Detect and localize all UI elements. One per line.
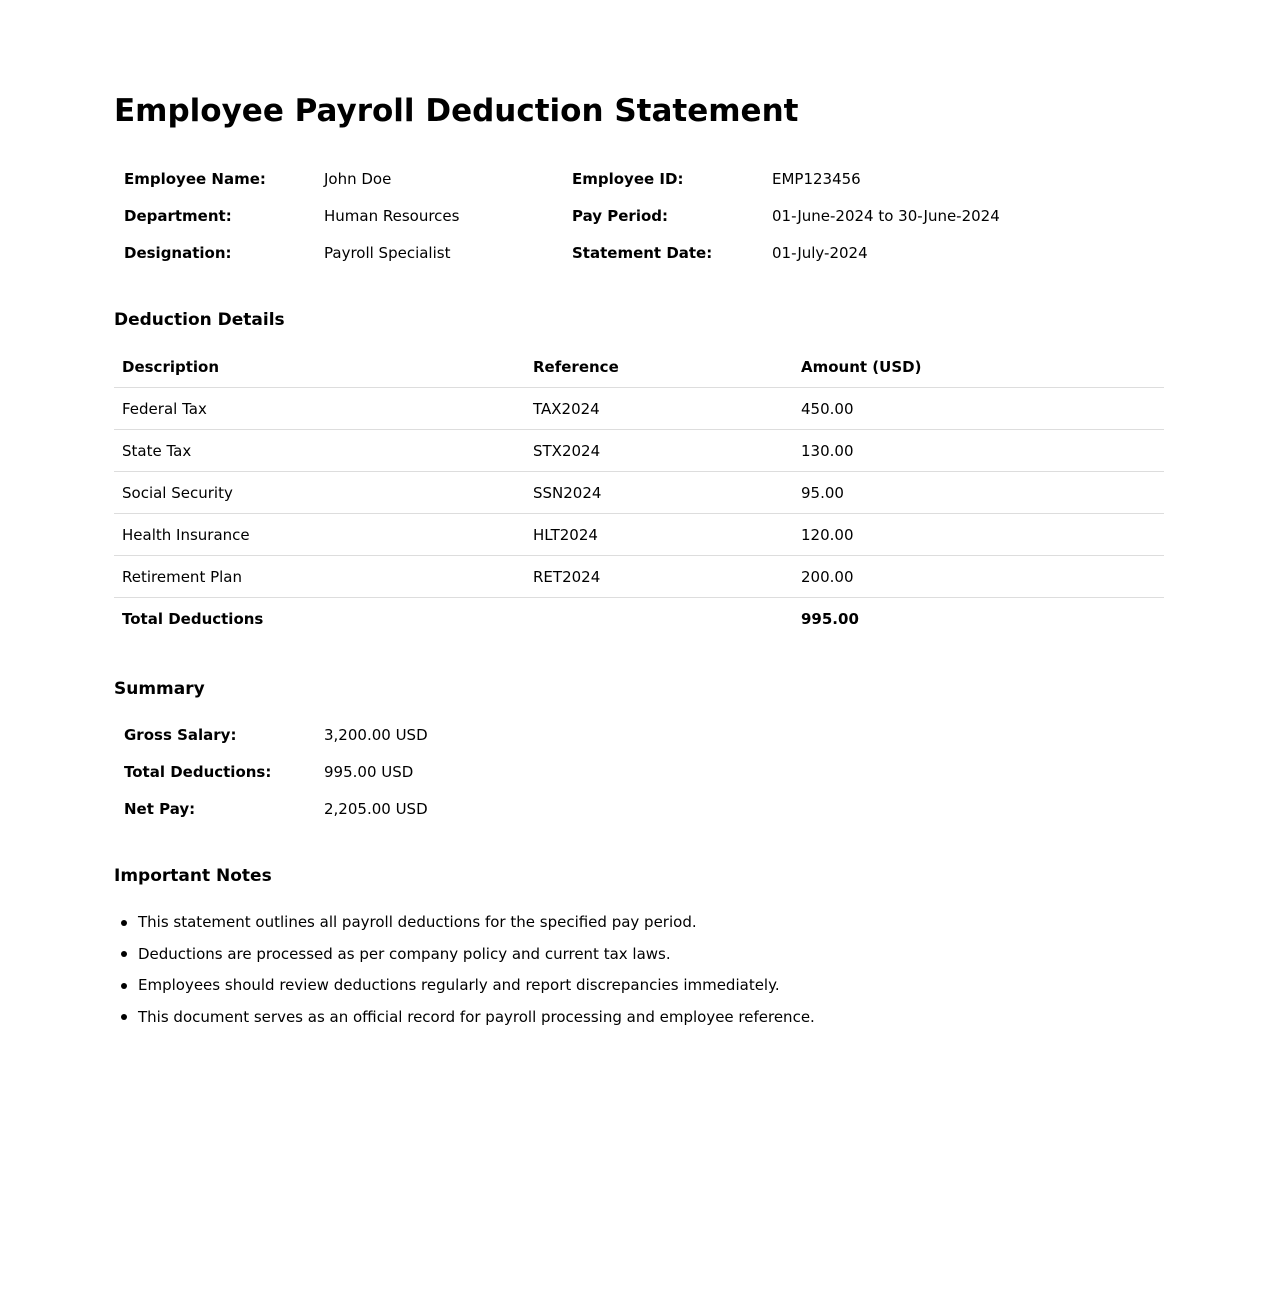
bullet-icon [121, 983, 127, 989]
deduction-amount: 95.00 [793, 472, 1164, 514]
list-item [138, 939, 815, 971]
list-item [138, 1002, 815, 1034]
deduction-amount: 450.00 [793, 388, 1164, 430]
page-title: Employee Payroll Deduction Statement [114, 93, 799, 129]
department-label: Department: [124, 207, 232, 225]
deduction-amount: 200.00 [793, 556, 1164, 598]
summary-total-deductions-label: Total Deductions: [124, 763, 272, 781]
bullet-icon [121, 1014, 127, 1020]
gross-salary-label: Gross Salary: [124, 726, 237, 744]
deduction-amount: 130.00 [793, 430, 1164, 472]
bullet-icon [121, 920, 127, 926]
deduction-amount: 120.00 [793, 514, 1164, 556]
note-text: This document serves as an official record for payroll processing and employee reference. [138, 1007, 815, 1026]
column-header-reference: Reference [525, 346, 793, 388]
deduction-reference: SSN2024 [525, 472, 793, 514]
deduction-table [114, 346, 1164, 639]
designation-value: Payroll Specialist [324, 244, 451, 262]
deduction-description: Health Insurance [114, 514, 525, 556]
deduction-reference: RET2024 [525, 556, 793, 598]
statement-date-label: Statement Date: [572, 244, 713, 262]
note-text: This statement outlines all payroll deductions for the specified pay period. [138, 913, 697, 931]
summary-heading: Summary [114, 679, 205, 699]
employee-id-value: EMP123456 [772, 170, 861, 188]
net-pay-label: Net Pay: [124, 800, 196, 818]
department-value: Human Resources [324, 207, 460, 225]
column-header-amount: Amount (USD) [793, 346, 1164, 388]
gross-salary-value: 3,200.00 USD [324, 726, 428, 744]
deduction-reference: HLT2024 [525, 514, 793, 556]
table-header-row [114, 346, 1164, 388]
employee-name-label: Employee Name: [124, 170, 266, 188]
deduction-description: Retirement Plan [114, 556, 525, 598]
list-item [138, 970, 815, 1002]
total-deductions-row [114, 598, 1164, 640]
deduction-description: State Tax [114, 430, 525, 472]
important-notes-heading: Important Notes [114, 866, 272, 886]
total-deductions-reference [525, 598, 793, 640]
note-text: Deductions are processed as per company policy and current tax laws. [138, 944, 671, 963]
pay-period-label: Pay Period: [572, 207, 668, 225]
deduction-reference: TAX2024 [525, 388, 793, 430]
total-deductions-amount: 995.00 [801, 609, 859, 628]
table-row [114, 514, 1164, 556]
net-pay-value: 2,205.00 USD [324, 800, 428, 818]
statement-date-value: 01-July-2024 [772, 244, 868, 262]
table-row [114, 472, 1164, 514]
list-item [138, 907, 815, 939]
bullet-icon [121, 951, 127, 957]
deduction-details-heading: Deduction Details [114, 310, 285, 330]
notes-list [114, 907, 815, 1033]
employee-name-value: John Doe [324, 170, 392, 188]
note-text: Employees should review deductions regularly and report discrepancies immediately. [138, 976, 780, 994]
employee-id-label: Employee ID: [572, 170, 684, 188]
pay-period-value: 01-June-2024 to 30-June-2024 [772, 207, 1000, 225]
deduction-description: Federal Tax [114, 388, 525, 430]
deduction-description: Social Security [114, 472, 525, 514]
column-header-description: Description [114, 346, 525, 388]
table-row [114, 430, 1164, 472]
table-row [114, 556, 1164, 598]
designation-label: Designation: [124, 244, 232, 262]
total-deductions-label: Total Deductions [122, 609, 264, 628]
deduction-reference: STX2024 [525, 430, 793, 472]
table-row [114, 388, 1164, 430]
summary-total-deductions-value: 995.00 USD [324, 763, 414, 781]
